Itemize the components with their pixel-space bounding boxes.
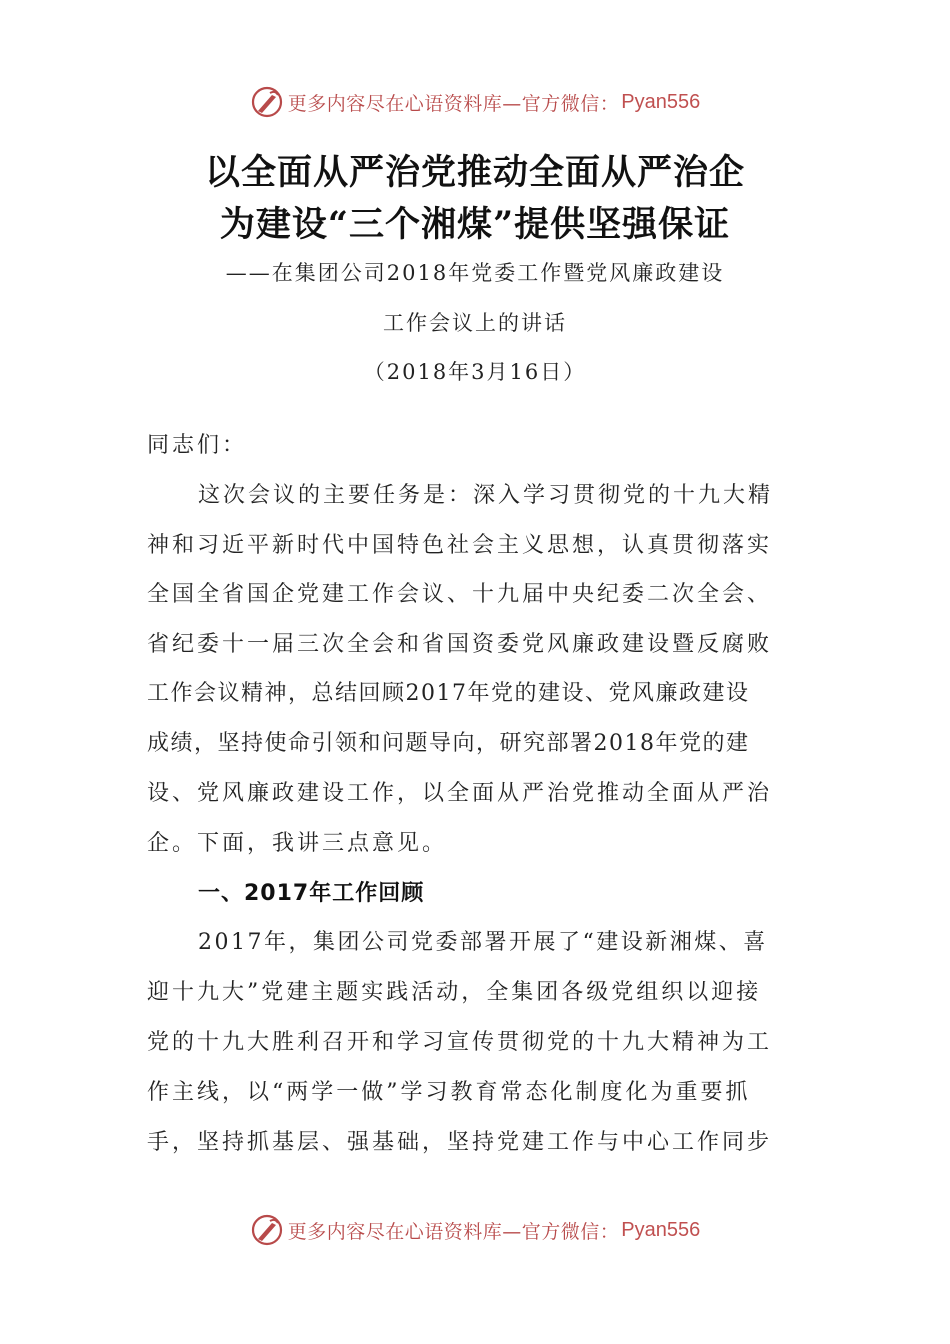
paragraph-line: 这次会议的主要任务是：深入学习贯彻党的十九大精 xyxy=(198,483,774,508)
subtitle-line-1: ——在集团公司2018年党委工作暨党风廉政建设 xyxy=(225,261,725,285)
paragraph-line: 神和习近平新时代中国特色社会主义思想，认真贯彻落实 xyxy=(147,533,773,558)
paragraph-line: 全国全省国企党建工作会议、十九届中央纪委二次全会、 xyxy=(147,582,773,607)
title-line-2: 为建设“三个湘煤”提供坚强保证 xyxy=(219,204,731,245)
speech-date: （2018年3月16日） xyxy=(363,360,587,384)
paragraph-line: 成绩，坚持使命引领和问题导向，研究部署2018年党的建 xyxy=(147,731,750,756)
paragraph-line: 2017年，集团公司党委部署开展了“建设新湘煤、喜 xyxy=(198,930,768,955)
paragraph-line: 作主线，以“两学一做”学习教育常态化制度化为重要抓 xyxy=(147,1080,751,1105)
paragraph-line: 企。下面，我讲三点意见。 xyxy=(147,831,448,856)
paragraph-line: 工作会议精神，总结回顾2017年党的建设、党风廉政建设 xyxy=(147,681,750,706)
pen-logo-icon xyxy=(250,85,284,119)
salutation: 同志们： xyxy=(147,433,248,458)
watermark-text: 更多内容尽在心语资料库—官方微信： xyxy=(287,1220,620,1243)
section-heading: 一、2017年工作回顾 xyxy=(198,881,425,906)
paragraph-line: 迎十九大”党建主题实践活动，全集团各级党组织以迎接 xyxy=(147,980,762,1005)
subtitle-line-2: 工作会议上的讲话 xyxy=(383,311,567,335)
paragraph-line: 党的十九大胜利召开和学习宣传贯彻党的十九大精神为工 xyxy=(147,1030,773,1055)
watermark-wechat-id: Pyan556 xyxy=(621,90,701,113)
paragraph-line: 设、党风廉政建设工作，以全面从严治党推动全面从严治 xyxy=(147,781,773,806)
paragraph-line: 省纪委十一届三次全会和省国资委党风廉政建设暨反腐败 xyxy=(147,632,773,657)
pen-logo-icon xyxy=(250,1213,284,1247)
watermark-header xyxy=(0,82,950,122)
watermark-wechat-id: Pyan556 xyxy=(621,1218,701,1241)
watermark-text: 更多内容尽在心语资料库—官方微信： xyxy=(287,92,620,115)
watermark-footer xyxy=(0,1210,950,1250)
paragraph-line: 手，坚持抓基层、强基础，坚持党建工作与中心工作同步 xyxy=(147,1130,773,1155)
title-line-1: 以全面从严治党推动全面从严治企 xyxy=(204,152,745,193)
